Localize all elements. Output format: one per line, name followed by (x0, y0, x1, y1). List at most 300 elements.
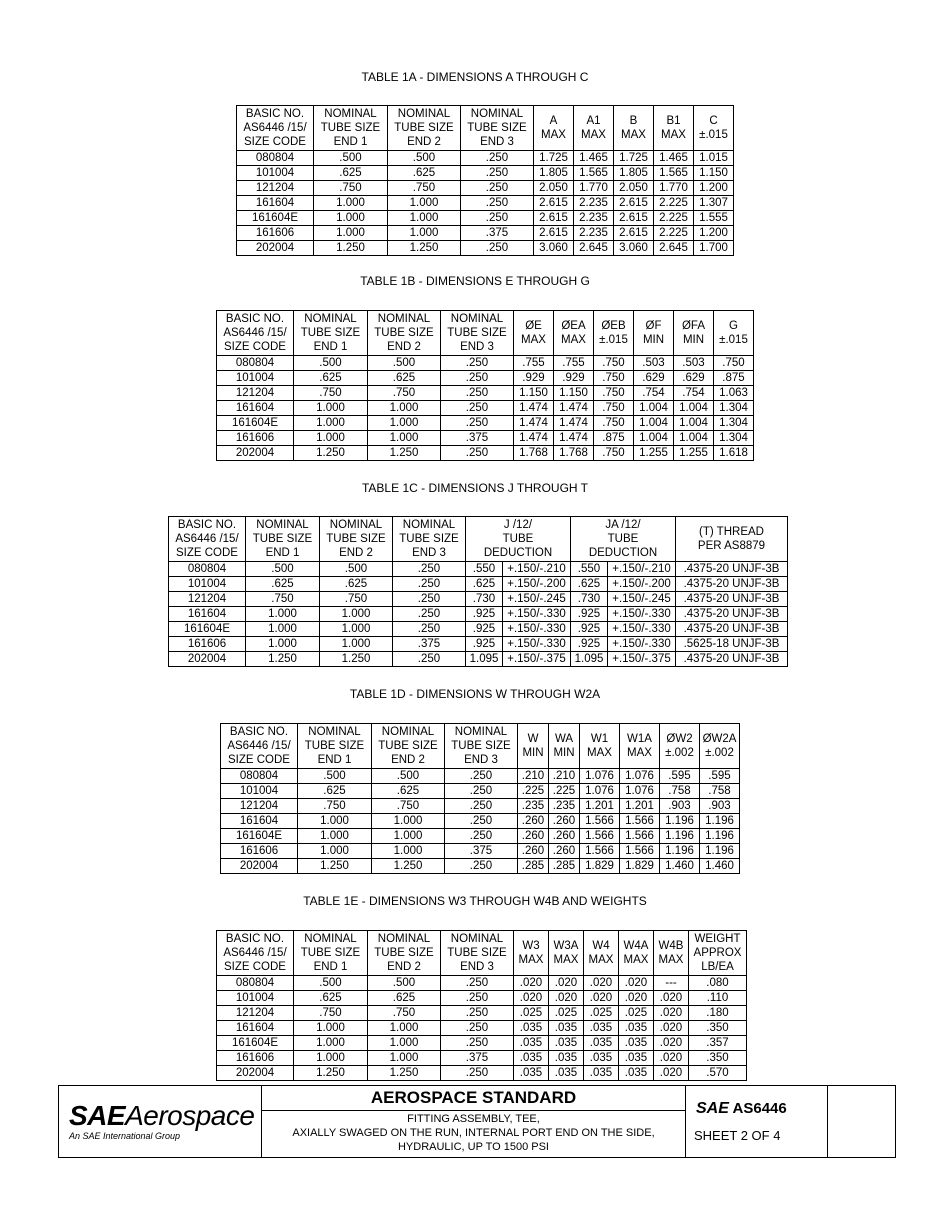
table-cell: 202004 (221, 859, 298, 874)
table-cell: .285 (549, 859, 580, 874)
table-cell: 2.615 (534, 211, 574, 226)
header-text: AS6446 /15/ (223, 947, 287, 959)
table-cell: .250 (441, 356, 514, 371)
header-text: TUBE SIZE (467, 122, 527, 134)
table-cell: 121204 (221, 799, 298, 814)
table-cell: 1.250 (246, 652, 320, 667)
table-row (217, 386, 754, 401)
table-cell: 1.555 (694, 211, 734, 226)
header-row (237, 106, 734, 151)
table-cell: .750 (294, 386, 368, 401)
table-cell: 1.076 (580, 784, 620, 799)
header-text: NOMINAL (377, 313, 431, 325)
header-text: W4 (592, 940, 610, 952)
table-cell: 1.250 (372, 859, 445, 874)
table-cell: .225 (549, 784, 580, 799)
table-cell: 1.004 (634, 401, 674, 416)
table-cell: 080804 (217, 356, 294, 371)
column-header (654, 106, 694, 151)
table-cell: 161604 (221, 814, 298, 829)
column-header (571, 517, 676, 562)
table-row (217, 356, 754, 371)
table-cell: .500 (314, 151, 388, 166)
header-text: TUBE SIZE (326, 533, 386, 545)
header-text: AS6446 /15/ (243, 122, 307, 134)
table-cell: .210 (549, 769, 580, 784)
header-text: END 3 (460, 961, 494, 973)
document-number-cell (686, 1086, 828, 1157)
header-text: J /12/ (503, 519, 533, 531)
table-row (169, 562, 788, 577)
table-cell: 1.000 (368, 431, 441, 446)
table-cell: .260 (518, 814, 549, 829)
table-cell: .020 (514, 976, 549, 991)
header-text: AS6446 /15/ (175, 533, 239, 545)
table-cell: .250 (393, 562, 466, 577)
header-text: MAX (587, 747, 612, 759)
part-description (262, 1112, 685, 1154)
table-cell: 2.615 (614, 196, 654, 211)
column-header (294, 311, 368, 356)
table-cell: 1.000 (368, 1036, 441, 1051)
table-cell: 1.566 (580, 829, 620, 844)
table-cell: 1.200 (694, 226, 734, 241)
header-text: MAX (553, 954, 579, 966)
header-row (221, 724, 740, 769)
table-row (221, 769, 740, 784)
header-text: NOMINAL (450, 933, 504, 945)
table-cell: 1.770 (574, 181, 614, 196)
header-text: END 1 (317, 754, 352, 766)
logo-aerospace-text: Aerospace (125, 1100, 255, 1131)
table-cell: .210 (518, 769, 549, 784)
table-cell: .500 (372, 769, 445, 784)
table-cell: .035 (514, 1051, 549, 1066)
header-text: MAX (581, 129, 606, 141)
table-cell: .250 (441, 401, 514, 416)
table-cell: 1.000 (314, 226, 388, 241)
table-cell: 121204 (217, 386, 294, 401)
table-cell: .754 (634, 386, 674, 401)
header-text: NOMINAL (454, 726, 508, 738)
table-cell: .035 (619, 1066, 654, 1081)
table-cell: .625 (571, 577, 608, 592)
description-cell (262, 1086, 686, 1157)
table-row (217, 1036, 747, 1051)
header-text: PER AS8879 (697, 540, 766, 552)
header-text: DEDUCTION (588, 547, 658, 559)
table-1c (168, 516, 788, 667)
table-cell: 1.829 (620, 859, 660, 874)
header-text: W4A (623, 940, 649, 952)
table-cell: .875 (714, 371, 754, 386)
header-text: ØEB (601, 320, 626, 332)
header-text: JA /12/ (605, 519, 641, 531)
table-cell: .035 (584, 1066, 619, 1081)
table-cell: 1.000 (294, 1021, 368, 1036)
table-cell: 1.565 (574, 166, 614, 181)
header-text: END 1 (313, 961, 348, 973)
table-cell: .730 (571, 592, 608, 607)
header-text: ØF (645, 320, 662, 332)
table-cell: 101004 (217, 371, 294, 386)
table-cell: 1.474 (514, 401, 554, 416)
header-text: TUBE SIZE (394, 122, 454, 134)
table-cell: .750 (714, 356, 754, 371)
table-cell: 1.000 (294, 401, 368, 416)
header-text: MIN (642, 334, 665, 346)
header-text: MAX (623, 954, 649, 966)
table-cell: .4375-20 UNJF-3B (676, 622, 788, 637)
table-cell: 161606 (217, 1051, 294, 1066)
column-header (246, 517, 320, 562)
column-header (314, 106, 388, 151)
table-cell: .250 (445, 829, 518, 844)
table-cell: 1.150 (694, 166, 734, 181)
column-header (217, 311, 294, 356)
table-1d (220, 723, 740, 874)
table-cell: .260 (549, 814, 580, 829)
table-cell: .750 (314, 181, 388, 196)
table-cell: 1.565 (654, 166, 694, 181)
table-cell: 1.474 (514, 416, 554, 431)
table-cell: 161604E (169, 622, 246, 637)
table-row (217, 1021, 747, 1036)
header-text: ±.015 (719, 334, 748, 346)
header-text: SIZE CODE (244, 136, 306, 148)
header-text: W3A (553, 940, 579, 952)
table-cell: .235 (518, 799, 549, 814)
table-cell: 1.196 (700, 844, 740, 859)
table-cell: 1.000 (320, 637, 393, 652)
header-text: TUBE SIZE (320, 122, 381, 134)
column-header (368, 931, 441, 976)
table-cell: 1.000 (368, 1051, 441, 1066)
column-header (580, 724, 620, 769)
table-cell: .035 (584, 1051, 619, 1066)
table-row (217, 371, 754, 386)
header-text: A1 (586, 115, 601, 127)
table-row (221, 814, 740, 829)
table-cell: 1.000 (368, 401, 441, 416)
column-header (554, 311, 594, 356)
table-cell: 2.615 (534, 226, 574, 241)
table-cell: .020 (514, 991, 549, 1006)
table-cell: 1.095 (466, 652, 503, 667)
header-text: WEIGHT (694, 933, 741, 945)
table-cell: 101004 (169, 577, 246, 592)
header-text: MAX (541, 129, 566, 141)
table-cell: 3.060 (614, 241, 654, 256)
table-cell: .250 (393, 607, 466, 622)
column-header (514, 931, 549, 976)
table-cell: 1.076 (580, 769, 620, 784)
header-text: NOMINAL (470, 108, 524, 120)
table-cell: .035 (549, 1066, 584, 1081)
column-header (614, 106, 654, 151)
column-header (700, 724, 740, 769)
header-text: MAX (621, 129, 646, 141)
table-cell: .750 (594, 446, 634, 461)
table-cell: .035 (514, 1036, 549, 1051)
table-cell: .250 (461, 196, 534, 211)
table-row (169, 652, 788, 667)
table-cell: .500 (388, 151, 461, 166)
table-cell: 161606 (169, 637, 246, 652)
header-text: END 3 (480, 136, 514, 148)
column-header (514, 311, 554, 356)
table-cell: 121204 (169, 592, 246, 607)
table-cell: 1.000 (388, 196, 461, 211)
table-cell: 1.250 (368, 1066, 441, 1081)
header-text: END 2 (387, 961, 421, 973)
table-row (217, 1066, 747, 1081)
table-cell: .035 (619, 1051, 654, 1066)
header-text: MAX (627, 747, 652, 759)
header-text: AS6446 /15/ (223, 327, 287, 339)
header-text: NOMINAL (308, 726, 361, 738)
header-text: END 2 (387, 341, 421, 353)
table-cell: .750 (368, 1006, 441, 1021)
table-cell: 1.474 (554, 416, 594, 431)
table-cell: .4375-20 UNJF-3B (676, 577, 788, 592)
header-text: ±.015 (699, 129, 728, 141)
table-cell: .750 (594, 371, 634, 386)
table-cell: .035 (619, 1021, 654, 1036)
column-header (620, 724, 660, 769)
table-cell: 1.000 (298, 844, 372, 859)
table-cell: .755 (554, 356, 594, 371)
table-cell: 1.000 (246, 607, 320, 622)
header-text: DEDUCTION (483, 547, 553, 559)
table-cell: .350 (689, 1021, 747, 1036)
table-cell: .925 (571, 637, 608, 652)
table-row (217, 1051, 747, 1066)
table-cell: .500 (246, 562, 320, 577)
table-cell: +.150/-.330 (503, 622, 571, 637)
header-text: MIN (522, 747, 544, 759)
table-cell: +.150/-.330 (608, 622, 676, 637)
table-cell: .925 (466, 637, 503, 652)
header-text: TUBE SIZE (252, 533, 313, 545)
table-cell: .250 (461, 151, 534, 166)
table-row (169, 637, 788, 652)
header-text: NOMINAL (377, 933, 431, 945)
column-header (676, 517, 788, 562)
column-header (518, 724, 549, 769)
table-cell: +.150/-.375 (503, 652, 571, 667)
table-cell: 1.000 (294, 416, 368, 431)
column-header (461, 106, 534, 151)
header-text: WA (554, 733, 574, 745)
header-text: TUBE SIZE (304, 740, 365, 752)
header-text: MAX (588, 954, 614, 966)
table-cell: .020 (619, 976, 654, 991)
table-cell: 1.000 (388, 226, 461, 241)
table-cell: 101004 (217, 991, 294, 1006)
table-cell: 3.060 (534, 241, 574, 256)
header-text: MAX (658, 954, 684, 966)
table-cell: .025 (619, 1006, 654, 1021)
table-cell: 080804 (237, 151, 314, 166)
table-cell: .035 (584, 1036, 619, 1051)
table-cell: 121204 (237, 181, 314, 196)
header-text: G (729, 320, 738, 332)
table-row (221, 844, 740, 859)
table-row (169, 592, 788, 607)
header-text: END 2 (407, 136, 441, 148)
table-cell: .020 (549, 976, 584, 991)
table-1b-title: TABLE 1B - DIMENSIONS E THROUGH G (360, 274, 590, 288)
table-cell: 2.615 (534, 196, 574, 211)
table-cell: 1.460 (660, 859, 700, 874)
header-text: SIZE CODE (228, 754, 290, 766)
table-cell: 161604E (217, 1036, 294, 1051)
table-cell: .595 (700, 769, 740, 784)
table-cell: 2.615 (614, 211, 654, 226)
table-cell: .250 (461, 241, 534, 256)
header-text: NOMINAL (324, 108, 377, 120)
table-cell: .250 (441, 371, 514, 386)
logo-sae-text: SAE (69, 1100, 126, 1131)
table-cell: 1.566 (580, 814, 620, 829)
logo-cell (59, 1086, 262, 1157)
table-cell: .500 (320, 562, 393, 577)
table-cell: .875 (594, 431, 634, 446)
table-cell: 2.645 (574, 241, 614, 256)
table-cell: .750 (246, 592, 320, 607)
table-cell: 1.725 (614, 151, 654, 166)
table-cell: +.150/-.210 (503, 562, 571, 577)
table-row (221, 829, 740, 844)
header-text: END 3 (412, 547, 446, 559)
table-row (237, 166, 734, 181)
table-cell: 2.235 (574, 226, 614, 241)
table-cell: .750 (294, 1006, 368, 1021)
table-cell: 1.196 (700, 829, 740, 844)
table-1a (236, 105, 734, 256)
table-cell: 1.250 (314, 241, 388, 256)
header-text: TUBE SIZE (399, 533, 459, 545)
header-text: SIZE CODE (224, 341, 286, 353)
table-cell: .250 (441, 416, 514, 431)
header-text: B1 (666, 115, 681, 127)
header-text: ±.002 (665, 747, 694, 759)
column-header (594, 311, 634, 356)
header-text: NOMINAL (256, 519, 309, 531)
table-cell: .750 (368, 386, 441, 401)
table-cell: 1.768 (514, 446, 554, 461)
table-cell: 161604 (217, 401, 294, 416)
table-cell: 202004 (169, 652, 246, 667)
header-text: TUBE SIZE (378, 740, 438, 752)
table-cell: +.150/-.200 (503, 577, 571, 592)
header-text: END 1 (333, 136, 368, 148)
table-cell: .020 (654, 1051, 689, 1066)
header-text: ØFA (681, 320, 705, 332)
table-cell: .375 (445, 844, 518, 859)
table-cell: 1.150 (514, 386, 554, 401)
column-header (634, 311, 674, 356)
header-text: END 1 (265, 547, 300, 559)
table-cell: .020 (654, 1036, 689, 1051)
table-row (221, 859, 740, 874)
table-cell: 161606 (217, 431, 294, 446)
table-cell: 1.004 (634, 431, 674, 446)
table-cell: .925 (466, 622, 503, 637)
table-cell: 1.200 (694, 181, 734, 196)
table-cell: .035 (549, 1036, 584, 1051)
column-header (217, 931, 294, 976)
table-cell: .625 (466, 577, 503, 592)
table-cell: .375 (461, 226, 534, 241)
table-cell: .500 (294, 356, 368, 371)
table-row (217, 401, 754, 416)
table-cell: .925 (571, 607, 608, 622)
table-1e (216, 930, 747, 1081)
logo-subtitle: An SAE International Group (69, 1131, 181, 1141)
table-cell: .730 (466, 592, 503, 607)
table-cell: 1.725 (534, 151, 574, 166)
table-cell: 161604E (217, 416, 294, 431)
column-header (654, 931, 689, 976)
table-cell: .750 (594, 401, 634, 416)
header-text: TUBE SIZE (300, 327, 361, 339)
header-row (169, 517, 788, 562)
column-header (549, 931, 584, 976)
table-cell: .025 (549, 1006, 584, 1021)
table-cell: 1.015 (694, 151, 734, 166)
table-cell: 1.196 (660, 814, 700, 829)
table-cell: .250 (441, 446, 514, 461)
table-cell: .625 (368, 371, 441, 386)
column-header (534, 106, 574, 151)
table-cell: 161604E (221, 829, 298, 844)
header-text: A (549, 115, 558, 127)
header-text: C (709, 115, 718, 127)
header-text: TUBE SIZE (300, 947, 361, 959)
description-line-1: FITTING ASSEMBLY, TEE, (407, 1113, 540, 1125)
table-cell: .625 (372, 784, 445, 799)
table-cell: 1.618 (714, 446, 754, 461)
table-cell: .260 (518, 829, 549, 844)
table-cell: .035 (584, 1021, 619, 1036)
table-cell: .350 (689, 1051, 747, 1066)
header-text: BASIC NO. (225, 313, 285, 325)
table-cell: 1.304 (714, 431, 754, 446)
column-header (584, 931, 619, 976)
table-cell: .025 (514, 1006, 549, 1021)
column-header (221, 724, 298, 769)
header-text: ØEA (561, 320, 586, 332)
table-cell: 2.050 (614, 181, 654, 196)
table-cell: 1.250 (294, 1066, 368, 1081)
column-header (372, 724, 445, 769)
table-cell: .570 (689, 1066, 747, 1081)
header-text: LB/EA (701, 961, 734, 973)
table-cell: .020 (654, 991, 689, 1006)
table-cell: .250 (445, 814, 518, 829)
table-cell: .250 (393, 592, 466, 607)
table-row (237, 181, 734, 196)
table-cell: +.150/-.210 (608, 562, 676, 577)
table-cell: .625 (320, 577, 393, 592)
column-header (320, 517, 393, 562)
header-text: W3 (522, 940, 540, 952)
table-1b (216, 310, 754, 461)
header-text: TUBE SIZE (374, 327, 434, 339)
table-cell: 161606 (237, 226, 314, 241)
